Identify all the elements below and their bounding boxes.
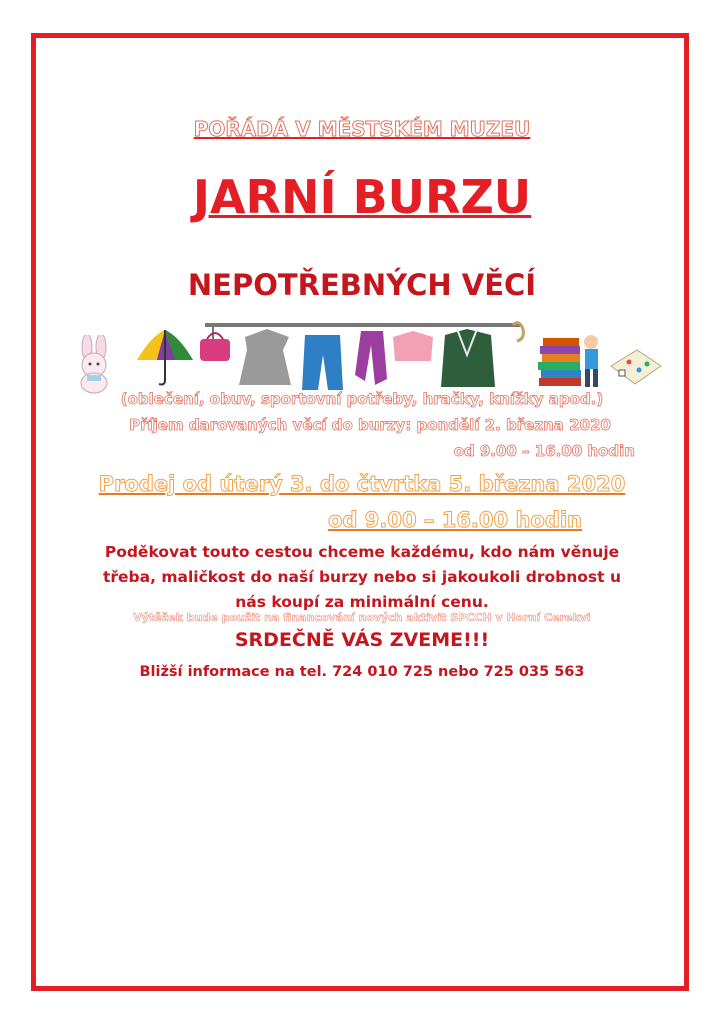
thanks-paragraph: Poděkovat touto cestou chceme každému, kdo nám věnuje třeba, maličkost do naší burzy nebo si jakoukoli drobnost u nás koupí za minimální cenu. [102, 543, 622, 611]
umbrella-icon [133, 328, 197, 388]
poster-subtitle: NEPOTŘEBNÝCH VĚCÍ [187, 268, 537, 302]
sale-line: Prodej od úterý 3. do čtvrtka 5. března 2020 [98, 472, 626, 496]
bunny-toy-icon [70, 335, 118, 395]
board-game-icon [607, 348, 663, 388]
invitation: SRDEČNĚ VÁS ZVEME!!! [234, 629, 490, 651]
clothes-rack-icon [195, 315, 530, 397]
sale-hours: od 9.00 – 16.00 hodin [328, 508, 582, 532]
organizer-line: POŘÁDÁ V MĚSTSKÉM MUZEU [193, 117, 531, 141]
contact-info: Bližší informace na tel. 724 010 725 nebo 725 035 563 [139, 664, 585, 680]
intake-line: Příjem darovaných věcí do burzy: pondělí 2. března 2020 [129, 416, 611, 434]
books-with-child-icon [535, 320, 605, 398]
poster-title: JARNÍ BURZU [192, 170, 532, 224]
proceeds-note: Výtěžek bude použit na financování nových aktivit SPCCH v Horní Cerekvi [133, 611, 591, 624]
items-note: (oblečení, obuv, sportovní potřeby, hračky, knížky apod.) [120, 390, 604, 408]
intake-hours: od 9.00 – 16.00 hodin [453, 442, 635, 460]
